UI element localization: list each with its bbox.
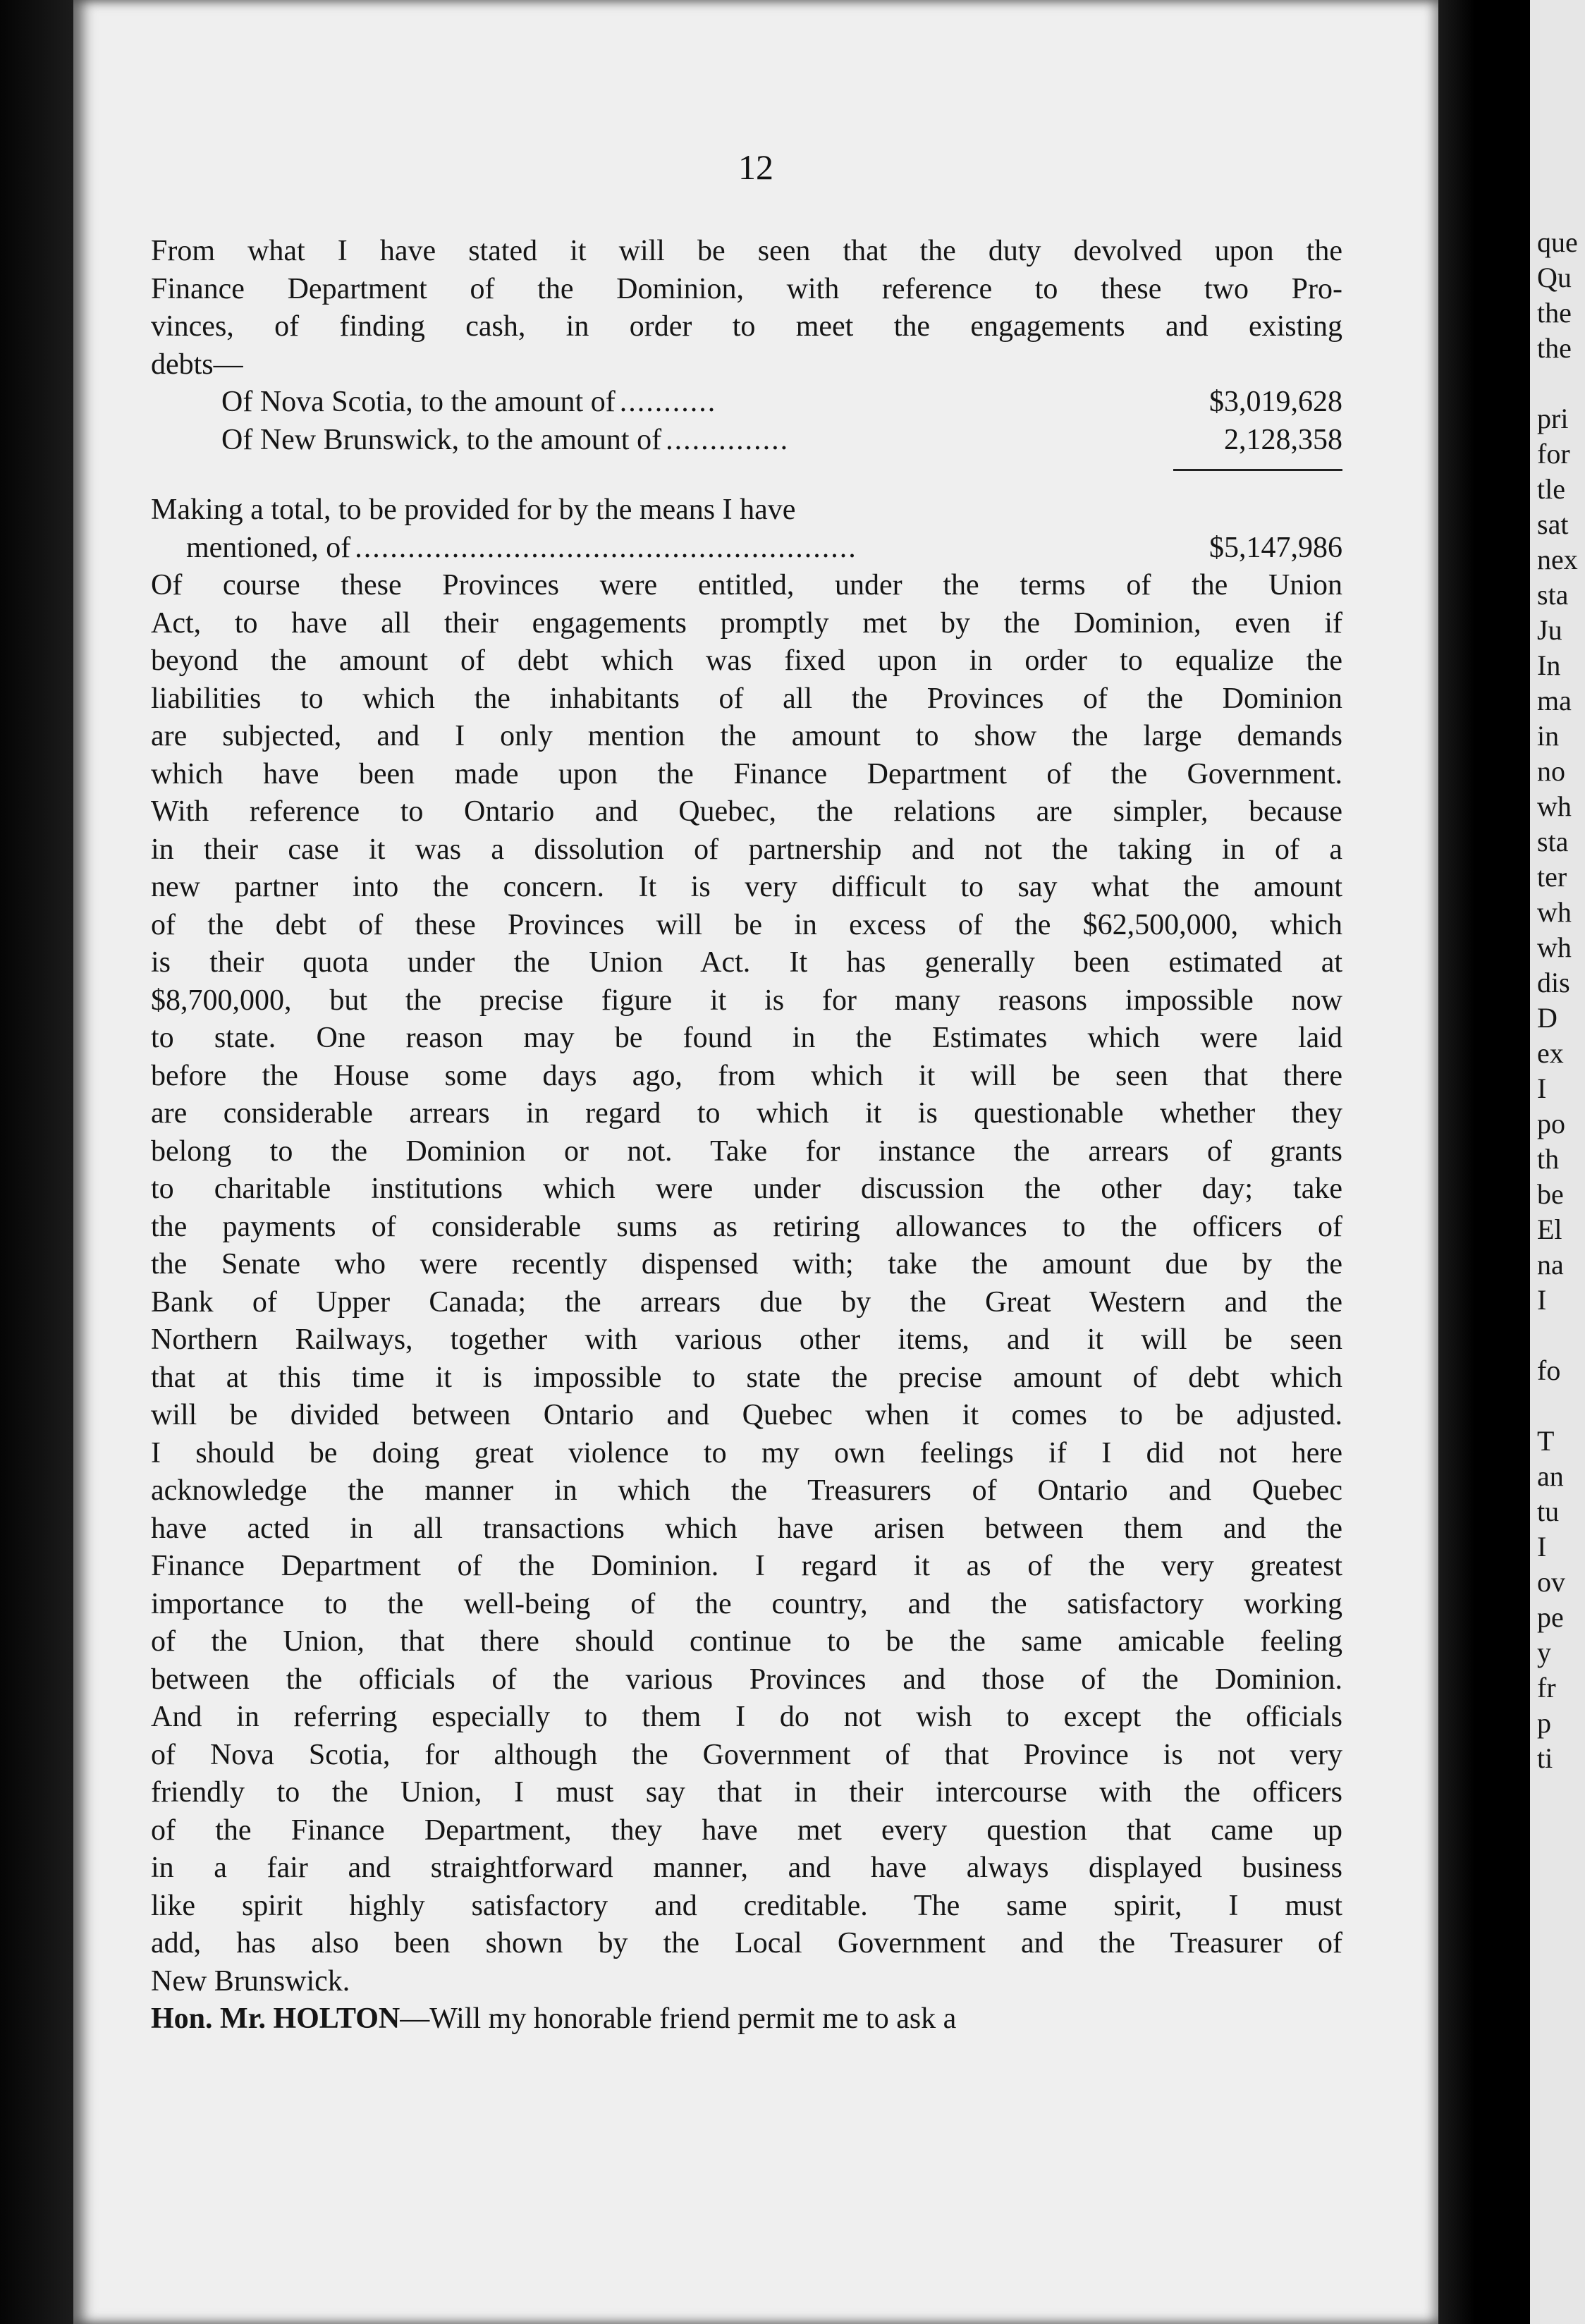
facing-page-fragment: for [1537, 438, 1570, 470]
text-line: to state. One reason may be found in the Estimates which were laid [151, 1022, 1342, 1054]
text-line: have acted in all transactions which have arisen between them and the [151, 1512, 1342, 1545]
text-line: of Nova Scotia, for although the Government of that Province is not very [151, 1738, 1342, 1771]
facing-page-fragment: ex [1537, 1037, 1564, 1069]
text-line: beyond the amount of debt which was fixed upon in order to equalize the [151, 644, 1342, 677]
facing-page-fragment: fr [1537, 1672, 1556, 1704]
facing-page-fragment: na [1537, 1249, 1564, 1280]
text-line: will be divided between Ontario and Quebec when it comes to be adjusted. [151, 1399, 1342, 1431]
text-line: belong to the Dominion or not. Take for instance the arrears of grants [151, 1135, 1342, 1168]
facing-page-edge [1530, 0, 1585, 2324]
text-line: liabilities to which the inhabitants of all the Provinces of the Dominion [151, 682, 1342, 715]
facing-page-fragment: ti [1537, 1742, 1553, 1774]
text-line: is their quota under the Union Act. It has generally been estimated at [151, 946, 1342, 979]
text-column [151, 233, 1342, 2038]
text-line: of the debt of these Provinces will be in excess of the $62,500,000, which [151, 908, 1342, 941]
facing-page-fragment: Qu [1537, 262, 1572, 293]
page-number: 12 [738, 147, 773, 187]
facing-page-fragment: nex [1537, 544, 1578, 575]
facing-page-fragment: que [1537, 226, 1578, 258]
text-line: Act, to have all their engagements promptly met by the Dominion, even if [151, 606, 1342, 640]
facing-page-fragment: ter [1537, 861, 1567, 893]
facing-page-fragment: El [1537, 1213, 1562, 1245]
text-line: $8,700,000, but the precise figure it is for many reasons impossible now [151, 984, 1342, 1017]
facing-page-fragment: wh [1537, 790, 1572, 822]
text-line: in a fair and straightforward manner, and have always displayed business [151, 1852, 1342, 1884]
facing-page-fragment: po [1537, 1108, 1565, 1139]
text-line: debts— [151, 348, 243, 381]
text-line: add, has also been shown by the Local Government and the Treasurer of [151, 1927, 1342, 1959]
debt-amount: $3,019,628 [1209, 386, 1342, 418]
facing-page-fragment: T [1537, 1425, 1555, 1457]
text-line: in their case it was a dissolution of partnership and not the taking in of a [151, 833, 1342, 866]
scan-border-left [0, 0, 73, 2324]
facing-page-fragment: y [1537, 1637, 1551, 1668]
text-line: With reference to Ontario and Quebec, the relations are simpler, because [151, 795, 1342, 828]
debt-line [151, 422, 1342, 460]
book-gutter [1438, 0, 1530, 2324]
facing-page-fragment: D [1537, 1002, 1558, 1034]
text-line: New Brunswick. [151, 1964, 350, 1998]
facing-page-fragment: ov [1537, 1566, 1565, 1598]
debt-label: Of Nova Scotia, to the amount of [221, 386, 616, 418]
opening-paragraph [151, 233, 1342, 384]
text-line: acknowledge the manner in which the Treasurers of Ontario and Quebec [151, 1474, 1342, 1507]
sum-rule [151, 459, 1342, 491]
text-line: that at this time it is impossible to state the precise amount of debt which [151, 1361, 1342, 1394]
facing-page-fragment: I [1537, 1284, 1547, 1316]
facing-page-fragment: I [1537, 1072, 1547, 1104]
leader-dots: ......................................................... [355, 531, 857, 564]
text-line: are subjected, and I only mention the amount to show the large demands [151, 720, 1342, 752]
text-line: to charitable institutions which were under discussion the other day; take [151, 1173, 1342, 1205]
facing-page-fragment: wh [1537, 931, 1572, 963]
text-line: I should be doing great violence to my own feelings if I did not here [151, 1436, 1342, 1469]
text-line: of the Union, that there should continue to be the same amicable feeling [151, 1625, 1342, 1658]
facing-page-fragment: wh [1537, 896, 1572, 928]
facing-page-fragment: I [1537, 1531, 1547, 1562]
facing-page-fragment: In [1537, 649, 1561, 681]
text-line: importance to the well-being of the country, and the satisfactory working [151, 1587, 1342, 1620]
facing-page-fragment: tu [1537, 1496, 1560, 1527]
facing-page-fragment: in [1537, 720, 1560, 752]
text-line: the payments of considerable sums as retiring allowances to the officers of [151, 1210, 1342, 1243]
text-line: Northern Railways, together with various other items, and it will be seen [151, 1323, 1342, 1356]
text-line: Finance Department of the Dominion. I regard it as of the very greatest [151, 1550, 1342, 1582]
speaker-text: —Will my honorable friend permit me to ask a [400, 2002, 957, 2035]
facing-page-fragment: sta [1537, 579, 1569, 611]
text-line: friendly to the Union, I must say that in their intercourse with the officers [151, 1776, 1342, 1809]
facing-page-fragment: sat [1537, 508, 1569, 540]
text-line: like spirit highly satisfactory and creditable. The same spirit, I must [151, 1889, 1342, 1922]
facing-page-fragment: ma [1537, 685, 1572, 716]
text-line: of the Finance Department, they have met every question that came up [151, 1814, 1342, 1847]
text-line: which have been made upon the Finance Department of the Government. [151, 757, 1342, 790]
total-label-line2: mentioned, of [186, 531, 351, 564]
text-line: the Senate who were recently dispensed with; take the amount due by the [151, 1248, 1342, 1280]
text-line: before the House some days ago, from which it will be seen that there [151, 1059, 1342, 1092]
leader-dots: .............. [666, 423, 790, 456]
debt-amount: 2,128,358 [1224, 423, 1342, 456]
facing-page-fragment: be [1537, 1178, 1564, 1210]
text-line: From what I have stated it will be seen that the duty devolved upon the [151, 235, 1342, 267]
debt-label: Of New Brunswick, to the amount of [221, 423, 662, 456]
facing-page-fragment: the [1537, 297, 1572, 329]
text-line: vinces, of finding cash, in order to meet the engagements and existing [151, 310, 1342, 343]
total-line [151, 530, 1342, 568]
text-line: Finance Department of the Dominion, with reference to these two Pro- [151, 272, 1342, 305]
debt-list [151, 384, 1342, 459]
debt-line [151, 384, 1342, 422]
speaker-name: Hon. Mr. HOLTON [151, 2002, 400, 2035]
facing-page-fragment: pri [1537, 403, 1569, 434]
total-amount: $5,147,986 [1209, 531, 1342, 564]
facing-page-fragment: Ju [1537, 614, 1562, 646]
facing-page-fragment: no [1537, 755, 1565, 787]
text-line: Bank of Upper Canada; the arrears due by the Great Western and the [151, 1285, 1342, 1319]
facing-page-fragment: fo [1537, 1354, 1561, 1386]
text-line: between the officials of the various Provinces and those of the Dominion. [151, 1663, 1342, 1696]
facing-page-fragment: dis [1537, 967, 1570, 998]
facing-page-fragment: sta [1537, 826, 1569, 857]
text-line: And in referring especially to them I do not wish to except the officials [151, 1701, 1342, 1733]
facing-page-fragment: p [1537, 1707, 1551, 1739]
facing-page-fragment: the [1537, 332, 1572, 364]
facing-page-fragment: an [1537, 1460, 1564, 1492]
facing-page-fragment: pe [1537, 1601, 1564, 1633]
text-line: Of course these Provinces were entitled, under the terms of the Union [151, 569, 1342, 601]
body-paragraph [151, 567, 1342, 2000]
leader-dots: ........... [619, 386, 717, 418]
total-label-line1: Making a total, to be provided for by the means I have [151, 494, 796, 526]
text-line: new partner into the concern. It is very difficult to say what the amount [151, 871, 1342, 903]
facing-page-fragment: th [1537, 1143, 1560, 1175]
facing-page-fragment: tle [1537, 473, 1565, 505]
text-line: are considerable arrears in regard to which it is questionable whether they [151, 1097, 1342, 1130]
speaker-line [151, 2000, 1342, 2038]
